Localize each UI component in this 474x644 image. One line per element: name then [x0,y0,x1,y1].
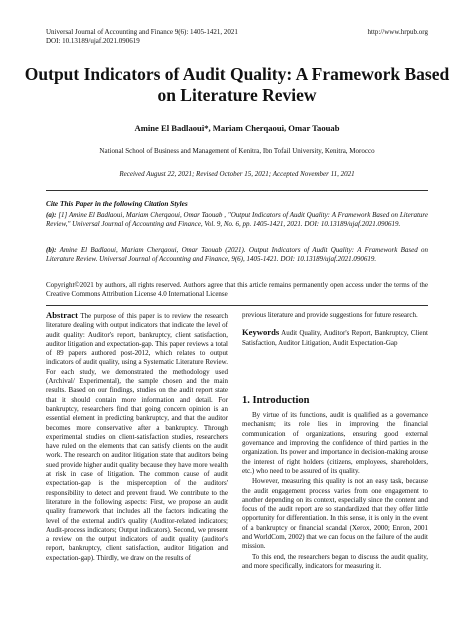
keywords-label: Keywords [242,327,280,338]
author-list: Amine El Badlaoui*, Mariam Cherqaoui, Omar Taouab [134,123,340,133]
intro-paragraph-1: By virtue of its functions, audit is qualified as a governance mechanism; its role lies in improving the financial communication of organizations, ensuring good external governance and improving the confidence of third parties in the organization. Its power and importance in decision-making arouse the interest of right holders (citizens, employees, shareholders, etc.) who need to be assured of its quality. [242,411,428,475]
keywords-block [242,328,428,348]
submission-dates: Received August 22, 2021; Revised October 15, 2021; Accepted November 11, 2021 [119,170,355,178]
citation-a-text: [1] Amine El Badlaoui, Mariam Cherqaoui, Omar Taouab , "Output Indicators of Audit Quality: A Framework Based on Literature Review," Universal Journal of Accounting and Finance, Vol. 9, No. 6, pp. 1405-1421, 2021. DOI: 10.13189/ujaf.2021.090619. [46,211,428,229]
citation-a [46,211,428,229]
keywords-text: Audit Quality, Auditor's Report, Bankruptcy, Client Satisfaction, Auditor Litigation, Audit Expectation-Gap [242,329,428,347]
citation-b-label: (b): [46,246,57,254]
doi-line: DOI: 10.13189/ujaf.2021.090619 [46,37,140,45]
section-heading-introduction: 1. Introduction [242,394,310,406]
affiliation: National School of Business and Management of Kenitra, Ibn Tofail University, Kenitra, Morocco [99,147,375,155]
journal-url[interactable]: http://www.hrpub.org [367,28,428,36]
journal-line: Universal Journal of Accounting and Finance 9(6): 1405-1421, 2021 [46,28,238,36]
citation-heading: Cite This Paper in the following Citation Styles [46,199,188,208]
abstract-text: The purpose of this paper is to review the research literature dealing with output indicators that indicate the level of audit quality: Auditor's report, bankruptcy, client satisfaction, auditor litigation and expectation-gap. This paper reviews a total of 89 papers authored post-2012, which relates to output indicators of audit quality, using a Systematic Literature Review. For each study, we demonstrated the methodology used (Archival/ Experimental), the sample chosen and the main results. Based on our findings, studies on the audit report state that it should contain more information and detail. For bankruptcy, researchers find that going concern opinion is an essential element in predicting bankruptcy, and that the auditor becomes more conservative after a bankruptcy. Through experimental studies on client-satisfaction studies, researchers have ruled on the elements that can satisfy clients on the audit work. The research on auditor litigation state that auditors being sued provide higher audit quality because they have more wealth at risk in case of litigation. The common cause of audit expectation-gap is the misperception of the auditors' responsibility to detect and prevent fraud. We contribute to the literature in the following aspects: First, we propose an audit quality framework that includes all the factors indicating the level of the external audit's quality (Auditor-related indicators; Audit-process indicators; Output indicators). Second, we present a review on the output indicators of audit quality (auditor's report, bankruptcy, client satisfaction, auditor litigation and expectation-gap). Thirdly, we draw on the results of [46,312,229,562]
abstract-continuation: previous literature and provide suggestions for future research. [242,311,418,319]
intro-paragraph-3: To this end, the researchers began to discuss the audit quality, and more specifically, indicators for measuring it. [242,552,428,570]
running-header [46,28,428,46]
copyright-notice: Copyright©2021 by authors, all rights reserved. Authors agree that this article remains permanently open access under the terms of the Creative Commons Attribution License 4.0 International License [46,281,428,299]
citation-a-label: (a): [46,211,57,219]
intro-paragraph-2: However, measuring this quality is not an easy task, because the audit engagement process varies from one engagement to another depending on its context, especially since the content and focus of the audit report are so standardized that they offer little opportunity for differentiation. In this sense, it is only in the event of a bankruptcy or financial scandal (Xerox, 2000; Enron, 2001 and WorldCom, 2002) that we can focus on the failure of the audit mission. [242,477,428,551]
divider-mid [46,305,428,306]
right-column [242,311,428,572]
divider-top [46,190,428,191]
left-column [46,311,228,563]
citation-b-text: Amine El Badlaoui, Mariam Cherqaoui, Omar Taouab (2021). Output Indicators of Audit Quality: A Framework Based on Literature Review. Universal Journal of Accounting and Finance, 9(6), 1405-1421. DOI: 10.13189/ujaf.2021.090619. [46,246,428,264]
abstract-label: Abstract [46,310,78,320]
citation-b [46,246,428,264]
paper-title: Output Indicators of Audit Quality: A Framework Based on Literature Review [24,64,450,105]
